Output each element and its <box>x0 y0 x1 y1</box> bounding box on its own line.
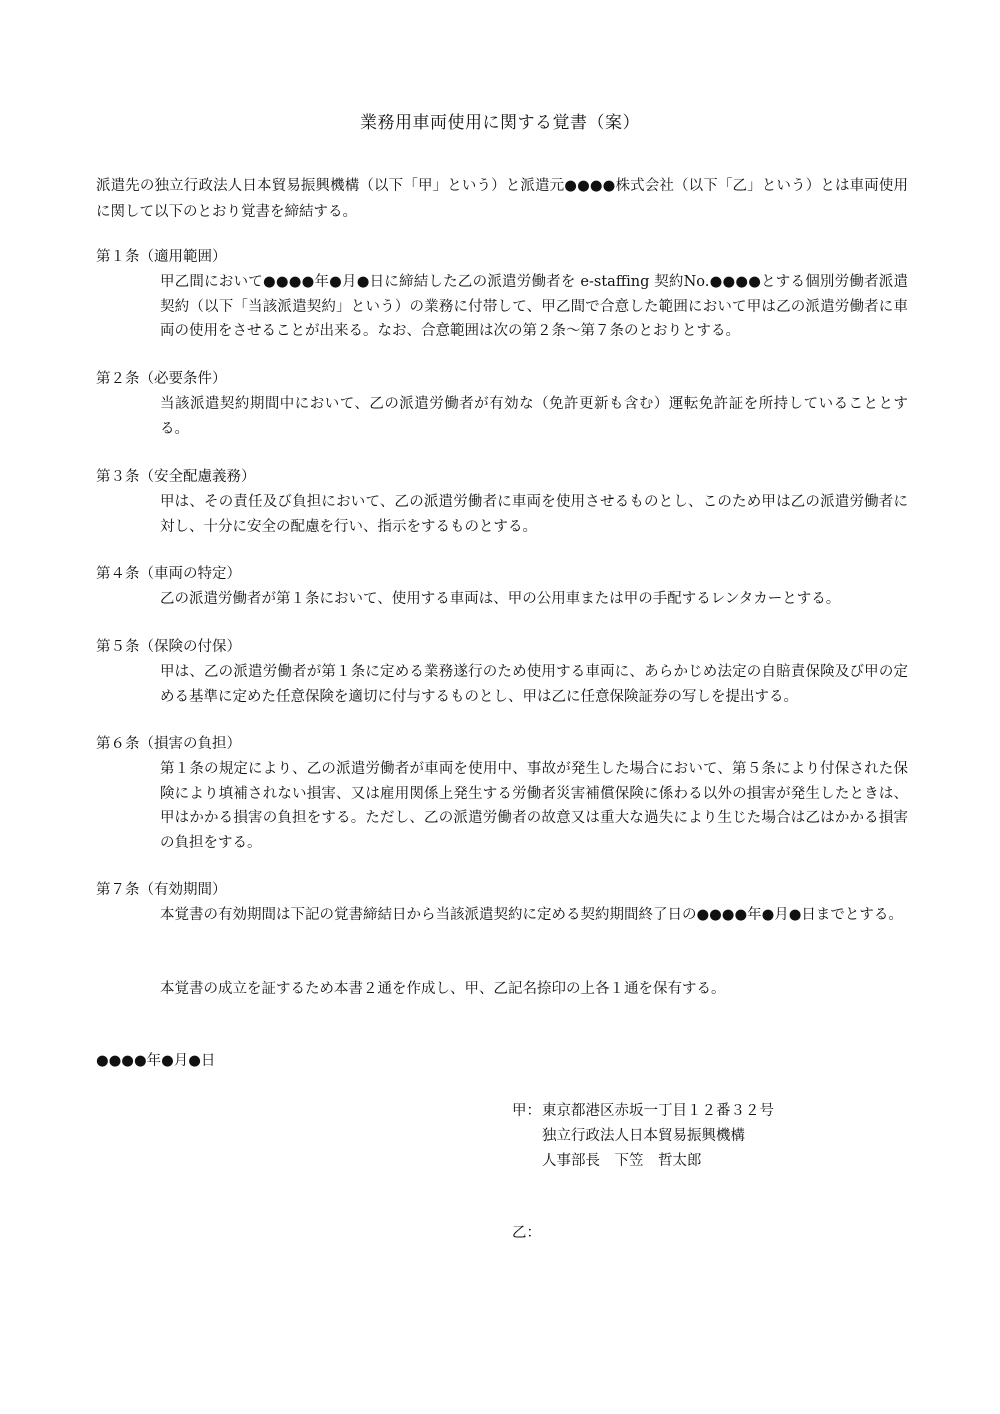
party-a-organization: 独立行政法人日本貿易振興機構 <box>542 1128 745 1144</box>
closing-paragraph: 本覚書の成立を証するため本書２通を作成し、甲、乙記名捺印の上各１通を保有する。 <box>160 981 726 997</box>
agreement-date: ●●●●年●月●日 <box>96 1053 216 1069</box>
article-body: 甲は、その責任及び負担において、乙の派遣労働者に車両を使用させるものとし、このため甲は乙の派遣労働者に対し、十分に安全の配慮を行い、指示をするものとする。 <box>160 494 908 535</box>
party-a-signatory: 人事部長 下笠 哲太郎 <box>542 1153 702 1169</box>
article-body: 本覚書の有効期間は下記の覚書締結日から当該派遣契約に定める契約期間終了日の●●●●年●月●日までとする。 <box>160 907 903 923</box>
party-b-signature-block <box>512 1221 541 1245</box>
article-heading: 第３条（安全配慮義務） <box>96 469 256 485</box>
article-heading: 第４条（車両の特定） <box>96 566 241 582</box>
article-body: 第１条の規定により、乙の派遣労働者が車両を使用中、事故が発生した場合において、第５条により付保された保険により填補されない損害、又は雇用関係上発生する労働者災害補償保険に係わる以外の損害が発生したときは、甲はかかる損害の負担をする。ただし、乙の派遣労働者の故意又は重大な過失により生じた場合は乙はかかる損害の負担をする。 <box>160 761 908 851</box>
article-heading: 第２条（必要条件） <box>96 371 227 387</box>
article-1 <box>96 244 908 344</box>
article-5 <box>96 634 908 709</box>
article-heading: 第６条（損害の負担） <box>96 736 241 752</box>
article-heading: 第５条（保険の付保） <box>96 639 241 655</box>
article-body: 乙の派遣労働者が第１条において、使用する車両は、甲の公用車または甲の手配するレンタカーとする。 <box>160 591 841 607</box>
article-heading: 第１条（適用範囲） <box>96 249 227 265</box>
party-a-label: 甲： <box>512 1103 541 1119</box>
party-a-signature-block <box>512 1099 774 1174</box>
article-body: 甲は、乙の派遣労働者が第１条に定める業務遂行のため使用する車両に、あらかじめ法定の自賠責保険及び甲の定める基準に定めた任意保険を適切に付与するものとし、甲は乙に任意保険証券の写しを提出する。 <box>160 664 908 705</box>
article-6 <box>96 731 908 855</box>
party-b-label: 乙： <box>512 1225 541 1241</box>
document-title: 業務用車両使用に関する覚書（案） <box>360 113 640 133</box>
article-3 <box>96 464 908 539</box>
article-2 <box>96 366 908 441</box>
article-4 <box>96 561 908 612</box>
article-body: 甲乙間において●●●●年●月●日に締結した乙の派遣労働者を e-staffing 契約No.●●●●とする個別労働者派遣契約（以下「当該派遣契約」という）の業務に付帯して、甲乙間で合意した範囲において甲は乙の派遣労働者に車両の使用をさせることが出来る。なお、合意範囲は次の第２条～第７条のとおりとする。 <box>160 274 908 339</box>
party-a-address: 東京都港区赤坂一丁目１２番３２号 <box>542 1103 774 1119</box>
article-7 <box>96 877 908 928</box>
article-heading: 第７条（有効期間） <box>96 882 227 898</box>
intro-paragraph: 派遣先の独立行政法人日本貿易振興機構（以下「甲」という）と派遣元●●●●株式会社（以下「乙」という）とは車両使用に関して以下のとおり覚書を締結する。 <box>96 178 908 220</box>
article-body: 当該派遣契約期間中において、乙の派遣労働者が有効な（免許更新も含む）運転免許証を所持していることとする。 <box>160 396 908 437</box>
